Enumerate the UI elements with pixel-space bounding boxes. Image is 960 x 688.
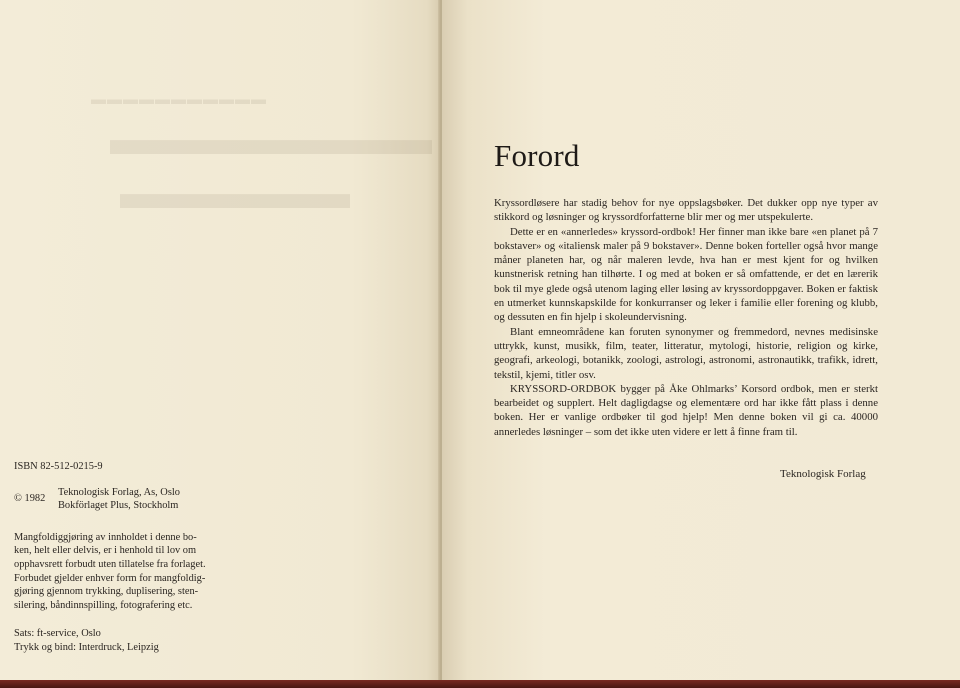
publisher-row: [14, 486, 224, 513]
rights-notice: [14, 531, 224, 613]
show-through-text: ▬▬▬▬▬: [120, 167, 350, 218]
print-credits: [14, 627, 224, 654]
page-title: Forord: [494, 138, 580, 173]
copyright-block: [14, 460, 224, 655]
rights-line: Forbudet gjelder enhver form for mangfoldig-: [14, 572, 206, 584]
paragraph: KRYSSORD-ORDBOK bygger på Åke Ohlmarks’ Korsord ordbok, men er sterkt bearbeidet og supplert. Helt dagligdagse og elementære ord har ikke fått plass i denne boken. Her er vanlige ordbøker til god hjelp! Men denne boken vil gi ca. 40000 annerledes løsninger – som det ikke uten videre er lett å finne fram til.: [494, 382, 878, 438]
paragraph: Kryssordløsere har stadig behov for nye oppslagsbøker. Det dukker opp nye typer av stikkord og løsninger og kryssordforfatterne blir mer og mer utspekulerte.: [494, 197, 878, 224]
rights-line: opphavsrett forbudt uten tillatelse fra forlaget.: [14, 558, 206, 570]
publisher-line: Teknologisk Forlag, As, Oslo: [58, 486, 180, 498]
show-through-text: ▬▬▬▬▬▬▬▬▬▬▬: [90, 92, 266, 108]
publisher-line: Bokförlaget Plus, Stockholm: [58, 500, 179, 512]
rights-line: ken, helt eller delvis, er i henhold til lov om: [14, 545, 197, 557]
rights-line: Mangfoldiggjøring av innholdet i denne bo-: [14, 531, 197, 543]
left-page: [0, 0, 440, 688]
paragraph: Dette er en «annerledes» kryssord-ordbok! Her finner man ikke bare «en planet på 7 bokstaver» og «italiensk maler på 9 bokstaver». Denne boken forteller også hvor mange måner planeten har, og når maleren levde, hva han er mest kjent for og hvilken kunstnerisk retning han tilhørte. I og med at boken er så omfattende, er det en lærerik bok til mye glede også utenom laging eller løsing av kryssordoppgaver. Boken er faktisk en utmerket kunnskapskilde for konkurranser og leker i familie eller forening og klubb, og dessuten en fin hjelp i skoleundervisning.: [494, 225, 878, 324]
signature: Teknologisk Forlag: [780, 468, 866, 480]
publisher-list: [58, 486, 180, 513]
isbn: ISBN 82-512-0215-9: [14, 461, 103, 472]
paragraph: Blant emneområdene kan foruten synonymer og fremmedord, nevnes medisinske uttrykk, kunst, musikk, film, teater, litteratur, mytologi, historie, religion og kirke, geografi, arkeologi, botanikk, zoologi, astrologi, astronomi, astronautikk, trafikk, idrett, tekstil, kjemi, titler osv.: [494, 325, 878, 381]
rights-line: silering, båndinnspilling, fotografering etc.: [14, 599, 193, 611]
foreword-text: [494, 196, 878, 439]
book-cover-edge: [0, 680, 960, 688]
copyright-symbol: ©: [14, 492, 22, 504]
rights-line: gjøring gjennom trykking, duplisering, sten-: [14, 586, 199, 598]
year: 1982: [24, 492, 46, 504]
credit-line: Sats: ft-service, Oslo: [14, 628, 101, 640]
copyright-year: [14, 486, 58, 506]
show-through-text: ▬▬▬▬▬▬▬: [110, 113, 432, 164]
credit-line: Trykk og bind: Interdruck, Leipzig: [14, 641, 159, 653]
